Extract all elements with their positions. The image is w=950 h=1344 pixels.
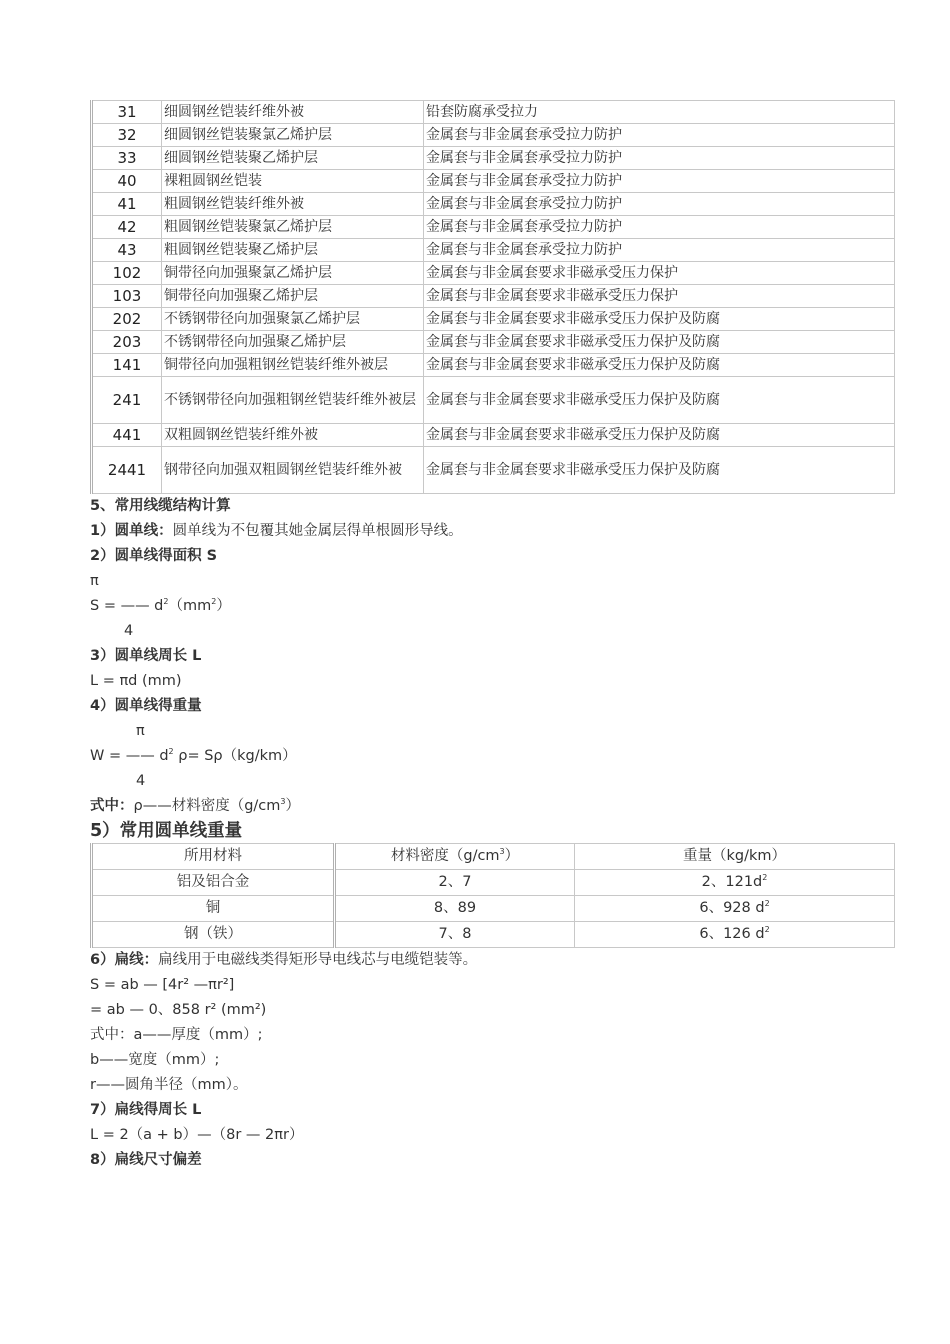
table-header-row (92, 844, 895, 870)
table-row (92, 447, 895, 494)
structure-name-cell: 不锈钢带径向加强聚氯乙烯护层 (162, 308, 424, 331)
weight-denominator: 4 (136, 773, 146, 789)
structure-code-cell: 203 (92, 331, 162, 354)
weight-cell (575, 922, 895, 948)
structure-use-cell: 金属套与非金属套要求非磁承受压力保护及防腐 (424, 308, 895, 331)
header-weight: 重量（kg/km） (575, 844, 895, 870)
structure-code-cell: 141 (92, 354, 162, 377)
weight-formula: W = —— $d^2$ ρ= Sρ（kg/km） (90, 747, 297, 764)
structure-name-cell: 双粗圆钢丝铠装纤维外被 (162, 424, 424, 447)
structure-use-cell: 金属套与非金属套要求非磁承受压力保护及防腐 (424, 331, 895, 354)
structure-name-cell: 粗圆钢丝铠装纤维外被 (162, 193, 424, 216)
perimeter-formula: L = πd (mm) (90, 673, 182, 689)
flat-tolerance-heading: 8）扁线尺寸偏差 (90, 1152, 202, 1168)
structure-use-cell: 铅套防腐承受拉力 (424, 101, 895, 124)
table-row (92, 870, 895, 896)
structure-name-cell: 不锈钢带径向加强粗钢丝铠装纤维外被层 (162, 377, 424, 424)
table-row (92, 193, 895, 216)
round-wire-weight-table-heading: 5）常用圆单线重量 (90, 821, 243, 841)
structure-code-cell: 202 (92, 308, 162, 331)
flat-perimeter-heading: 7）扁线得周长 L (90, 1102, 202, 1118)
structure-use-cell: 金属套与非金属套要求非磁承受压力保护 (424, 285, 895, 308)
structure-name-cell: 粗圆钢丝铠装聚氯乙烯护层 (162, 216, 424, 239)
table-row (92, 147, 895, 170)
material-cell: 钢（铁） (92, 922, 335, 948)
flat-area-formula-1: S = ab — [4r² —πr²] (90, 977, 235, 993)
round-wire-weight-table (90, 843, 895, 948)
structure-use-cell: 金属套与非金属套承受拉力防护 (424, 147, 895, 170)
structure-code-cell: 40 (92, 170, 162, 193)
table-row (92, 101, 895, 124)
header-density: 材料密度$(g/cm^3)$ (335, 844, 575, 870)
flat-legend-b: b——宽度（mm）; (90, 1052, 220, 1068)
weight-value: 6、126 d (699, 926, 765, 942)
round-wire-perimeter-heading: 3）圆单线周长 L (90, 648, 202, 664)
structure-code-cell: 241 (92, 377, 162, 424)
table-row (92, 377, 895, 424)
structure-name-cell: 裸粗圆钢丝铠装 (162, 170, 424, 193)
table-row (92, 308, 895, 331)
density-cell: 8、89 (335, 896, 575, 922)
flat-legend-a: 式中：a——厚度（mm）; (90, 1027, 263, 1043)
structure-use-cell: 金属套与非金属套要求非磁承受压力保护及防腐 (424, 447, 895, 494)
document-page (90, 100, 893, 1173)
round-wire-definition (90, 519, 893, 544)
round-wire-weight-heading: 4）圆单线得重量 (90, 698, 202, 714)
structure-code-cell: 32 (92, 124, 162, 147)
structure-use-cell: 金属套与非金属套要求非磁承受压力保护及防腐 (424, 377, 895, 424)
table-row (92, 331, 895, 354)
table-row (92, 424, 895, 447)
structure-use-cell: 金属套与非金属套要求非磁承受压力保护及防腐 (424, 354, 895, 377)
weight-value: 6、928 d (699, 900, 765, 916)
table-row (92, 896, 895, 922)
material-cell: 铜 (92, 896, 335, 922)
structure-code-cell: 43 (92, 239, 162, 262)
weight-exponent: 2 (764, 899, 770, 908)
structure-code-cell: 2441 (92, 447, 162, 494)
table-row (92, 354, 895, 377)
weight-value: 2、121d (701, 874, 763, 890)
table-row (92, 124, 895, 147)
round-wire-label: 1）圆单线： (90, 523, 173, 539)
structure-name-cell: 细圆钢丝铠装聚氯乙烯护层 (162, 124, 424, 147)
weight-pi: π (136, 723, 145, 739)
structure-name-cell: 细圆钢丝铠装聚乙烯护层 (162, 147, 424, 170)
structure-name-cell: 钢带径向加强双粗圆钢丝铠装纤维外被 (162, 447, 424, 494)
area-denominator: 4 (124, 623, 134, 639)
structure-code-cell: 31 (92, 101, 162, 124)
structure-code-cell: 41 (92, 193, 162, 216)
flat-wire-definition: 6）扁线：扁线用于电磁线类得矩形导电线芯与电缆铠装等。 (90, 952, 478, 968)
structure-name-cell: 粗圆钢丝铠装聚乙烯护层 (162, 239, 424, 262)
flat-legend-r: r——圆角半径（mm）。 (90, 1077, 248, 1093)
table-row (92, 262, 895, 285)
structure-use-cell: 金属套与非金属套承受拉力防护 (424, 193, 895, 216)
structure-use-cell: 金属套与非金属套承受拉力防护 (424, 216, 895, 239)
weight-exponent: 2 (762, 873, 768, 882)
weight-cell (575, 870, 895, 896)
structure-use-cell: 金属套与非金属套要求非磁承受压力保护 (424, 262, 895, 285)
structure-code-cell: 441 (92, 424, 162, 447)
structure-use-cell: 金属套与非金属套承受拉力防护 (424, 239, 895, 262)
table-row (92, 239, 895, 262)
table-row (92, 170, 895, 193)
structure-use-cell: 金属套与非金属套承受拉力防护 (424, 170, 895, 193)
structure-code-cell: 33 (92, 147, 162, 170)
structure-name-cell: 铜带径向加强聚氯乙烯护层 (162, 262, 424, 285)
table-row (92, 216, 895, 239)
weight-exponent: 2 (764, 925, 770, 934)
density-legend: 式中：ρ——材料密度$(g/cm^3)$ (90, 797, 300, 814)
table-row (92, 285, 895, 308)
structure-name-cell: 不锈钢带径向加强聚乙烯护层 (162, 331, 424, 354)
structure-code-cell: 42 (92, 216, 162, 239)
structure-code-cell: 103 (92, 285, 162, 308)
flat-perimeter-formula: L = 2（a + b）—（8r — 2πr） (90, 1127, 304, 1143)
area-pi: π (90, 573, 99, 589)
density-cell: 7、8 (335, 922, 575, 948)
structure-use-cell: 金属套与非金属套承受拉力防护 (424, 124, 895, 147)
area-formula: S = —— $d^2(mm^2)$ (90, 597, 231, 614)
structure-name-cell: 细圆钢丝铠装纤维外被 (162, 101, 424, 124)
section-5-heading: 5、常用线缆结构计算 (90, 498, 231, 514)
table-row (92, 922, 895, 948)
structure-name-cell: 铜带径向加强粗钢丝铠装纤维外被层 (162, 354, 424, 377)
structure-code-cell: 102 (92, 262, 162, 285)
flat-area-formula-2: = ab — 0、858 r² (mm²) (90, 1002, 267, 1018)
structure-name-cell: 铜带径向加强聚乙烯护层 (162, 285, 424, 308)
header-material: 所用材料 (92, 844, 335, 870)
round-wire-area-heading: 2）圆单线得面积 S (90, 548, 218, 564)
material-cell: 铝及铝合金 (92, 870, 335, 896)
round-wire-text: 圆单线为不包覆其她金属层得单根圆形导线。 (172, 523, 463, 539)
density-cell: 2、7 (335, 870, 575, 896)
cable-structure-table (90, 100, 895, 494)
weight-cell (575, 896, 895, 922)
structure-use-cell: 金属套与非金属套要求非磁承受压力保护及防腐 (424, 424, 895, 447)
